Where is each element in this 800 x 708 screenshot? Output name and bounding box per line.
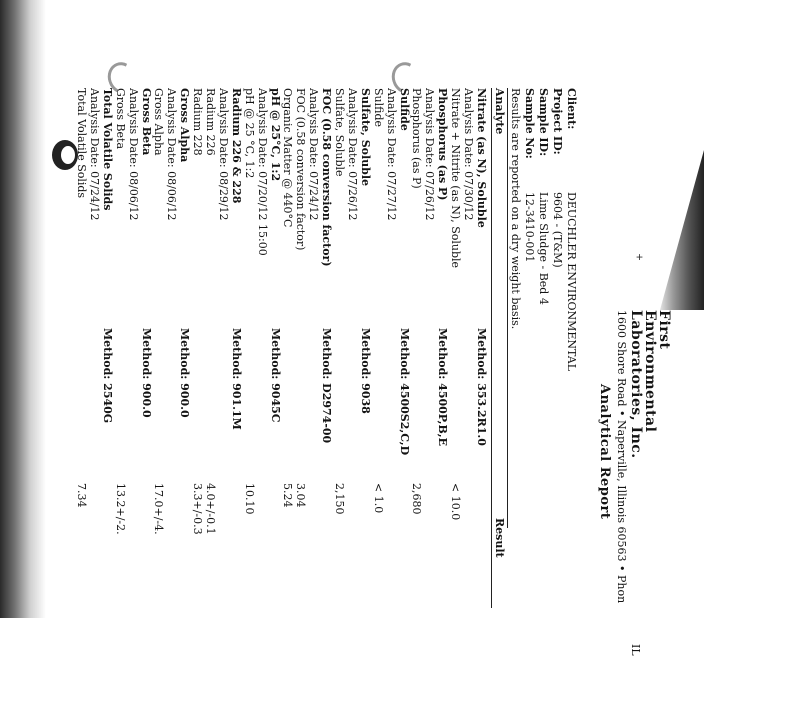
- result-cell: 7.34: [75, 483, 89, 508]
- result-cell: 3.3+/-0.3: [191, 483, 205, 535]
- info-label: Project ID:: [551, 88, 564, 155]
- header-rule-bottom: [491, 88, 492, 608]
- result-header: Result: [493, 518, 506, 558]
- result-cell: < 10.0: [449, 483, 463, 521]
- analyte-cell: Nitrate (as N), Soluble: [475, 88, 488, 228]
- info-value: 9604 - (T&M): [551, 192, 564, 268]
- info-label: Sample ID:: [537, 88, 550, 157]
- info-label: Client:: [565, 88, 578, 130]
- method-cell: Method: 4500S2,C,D: [397, 328, 411, 456]
- analyte-cell: Analysis Date: 07/24/12: [307, 88, 321, 221]
- result-cell: 2,150: [333, 483, 347, 515]
- analyte-cell: Phosphorus (as P): [436, 88, 450, 201]
- method-cell: Method: 9038: [358, 328, 372, 414]
- analyte-cell: Analysis Date: 08/06/12: [126, 88, 140, 221]
- analyte-cell: Nitrate + Nitrite (as N), Soluble: [449, 88, 463, 269]
- certification-fragment: IL: [629, 644, 642, 656]
- analyte-cell: Sulfate, Soluble: [333, 88, 347, 177]
- scan-edge-shadow: [0, 0, 46, 618]
- method-cell: Method: 900.0: [178, 328, 192, 418]
- analyte-cell: Analysis Date: 07/26/12: [346, 88, 359, 221]
- analyte-cell: Analysis Date: 08/06/12: [165, 88, 179, 221]
- analyte-cell: Radium 228: [191, 88, 205, 156]
- method-cell: Method: 4500P,B,E: [436, 328, 450, 446]
- method-cell: Method: 353.2R1.0: [475, 328, 488, 446]
- dry-weight-note: Results are reported on a dry weight basis.: [509, 88, 522, 330]
- analyte-cell: Gross Beta: [139, 88, 153, 156]
- company-name-line3: Laboratories, Inc.: [628, 310, 644, 459]
- info-value: DEUCHLER ENVIRONMENTAL: [565, 192, 578, 372]
- analyte-cell: Total Volatile Solids: [75, 88, 89, 199]
- analyte-cell: Gross Beta: [113, 88, 127, 150]
- analyte-cell: Analysis Date: 07/30/12: [462, 88, 476, 221]
- result-cell: 5.24: [281, 483, 295, 508]
- analyte-cell: Sulfide: [371, 88, 385, 128]
- result-cell: 10.10: [242, 483, 256, 515]
- method-cell: Method: D2974-00: [320, 328, 334, 444]
- analyte-cell: Analysis Date: 07/20/12 15:00: [255, 88, 269, 256]
- analyte-cell: Analysis Date: 08/29/12: [217, 88, 230, 221]
- info-label: Sample No:: [523, 88, 536, 159]
- result-cell: 2,680: [410, 483, 424, 515]
- result-cell: 4.0+/-0.1: [204, 483, 218, 535]
- result-cell: 3.04: [294, 483, 308, 508]
- logo-mark: +: [636, 250, 644, 264]
- method-cell: Method: 2540G: [100, 328, 114, 424]
- analyte-cell: Total Volatile Solids: [100, 88, 114, 211]
- analyte-cell: Analysis Date: 07/24/12: [88, 88, 101, 221]
- analyte-cell: Analysis Date: 07/26/12: [423, 88, 437, 221]
- header-rule: [507, 88, 508, 528]
- method-cell: Method: 9045C: [268, 328, 282, 423]
- analyte-cell: FOC (0.58 conversion factor): [294, 88, 308, 251]
- info-value: Lime Sludge - Bed 4: [537, 192, 550, 305]
- analyte-cell: Radium 226 & 228: [229, 88, 243, 204]
- info-value: 12-3410-001: [523, 192, 536, 263]
- analyte-cell: Sulfate, Soluble: [358, 88, 372, 187]
- analyte-header: Analyte: [493, 88, 506, 135]
- rotated-report: [52, 88, 672, 708]
- company-address: 1600 Shore Road • Naperville, Illinois 60563 • Phon: [615, 310, 628, 604]
- method-cell: Method: 901.1M: [229, 328, 243, 430]
- analyte-cell: FOC (0.58 conversion factor): [320, 88, 334, 267]
- analyte-cell: pH @ 25°C, 1:2: [268, 88, 282, 182]
- report-title: Analytical Report: [597, 384, 612, 520]
- company-name-line1: First: [656, 310, 672, 350]
- analyte-cell: Analysis Date: 07/27/12: [384, 88, 398, 221]
- analyte-cell: Sulfide: [397, 88, 411, 131]
- method-cell: Method: 900.0: [139, 328, 153, 418]
- result-cell: 17.0+/-4.: [152, 483, 166, 535]
- result-cell: 13.2+/-2.: [113, 483, 127, 535]
- analyte-cell: pH @ 25 °C, 1:2: [242, 88, 256, 179]
- analyte-cell: Gross Alpha: [178, 88, 192, 163]
- company-name-line2: Environmental: [642, 310, 658, 433]
- analyte-cell: Radium 226: [204, 88, 218, 156]
- result-cell: < 1.0: [371, 483, 385, 514]
- analyte-cell: Organic Matter @ 440°C: [281, 88, 295, 228]
- analyte-cell: Gross Alpha: [152, 88, 166, 156]
- analyte-cell: Phosphorus (as P): [410, 88, 424, 189]
